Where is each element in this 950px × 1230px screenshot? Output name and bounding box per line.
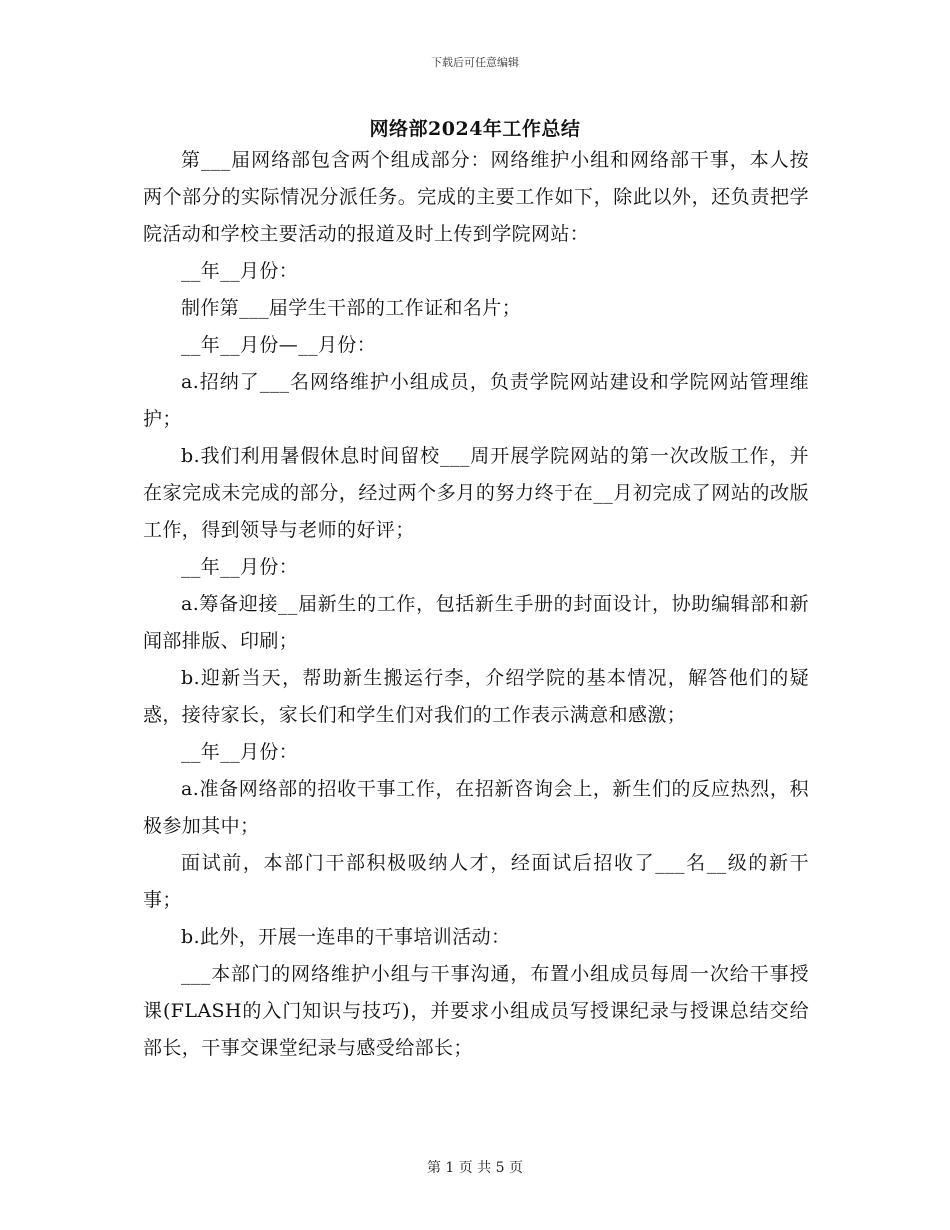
page-header-note: 下载后可任意编辑 bbox=[431, 56, 519, 69]
paragraph: a.筹备迎接__届新生的工作，包括新生手册的封面设计，协助编辑部和新闻部排版、印刷； bbox=[143, 593, 809, 652]
paragraph: ___本部门的网络维护小组与干事沟通，布置小组成员每周一次给干事授课(FLASH的入门知识与技巧)，并要求小组成员写授课纪录与授课总结交给部长，干事交课堂纪录与感受给部长； bbox=[143, 963, 809, 1059]
paragraph: __年__月份： bbox=[181, 260, 299, 282]
paragraph: b.迎新当天，帮助新生搬运行李，介绍学院的基本情况，解答他们的疑惑，接待家长，家长们和学生们对我们的工作表示满意和感激； bbox=[143, 667, 809, 726]
paragraph: __年__月份—__月份： bbox=[181, 334, 377, 356]
page-number-footer: 第 1 页 共 5 页 bbox=[426, 1160, 524, 1176]
document-title: 网络部2024年工作总结 bbox=[369, 118, 581, 140]
paragraph: 面试前，本部门干部积极吸纳人才，经面试后招收了___名__级的新干事； bbox=[143, 852, 809, 911]
paragraph: a.准备网络部的招收干事工作，在招新咨询会上，新生们的反应热烈，积极参加其中； bbox=[143, 778, 809, 837]
paragraph: 制作第___届学生干部的工作证和名片； bbox=[181, 297, 522, 319]
paragraph: a.招纳了___名网络维护小组成员，负责学院网站建设和学院网站管理维护； bbox=[143, 371, 809, 430]
paragraph: b.我们利用暑假休息时间留校___周开展学院网站的第一次改版工作，并在家完成未完成的部分，经过两个多月的努力终于在__月初完成了网站的改版工作，得到领导与老师的好评； bbox=[143, 445, 809, 541]
paragraph: __年__月份： bbox=[181, 741, 299, 763]
paragraph: 第___届网络部包含两个组成部分：网络维护小组和网络部干事，本人按两个部分的实际情况分派任务。完成的主要工作如下，除此以外，还负责把学院活动和学校主要活动的报道及时上传到学院网站： bbox=[143, 149, 809, 245]
paragraph: b.此外，开展一连串的干事培训活动： bbox=[181, 926, 511, 948]
document-body bbox=[143, 142, 809, 1067]
paragraph: __年__月份： bbox=[181, 556, 299, 578]
